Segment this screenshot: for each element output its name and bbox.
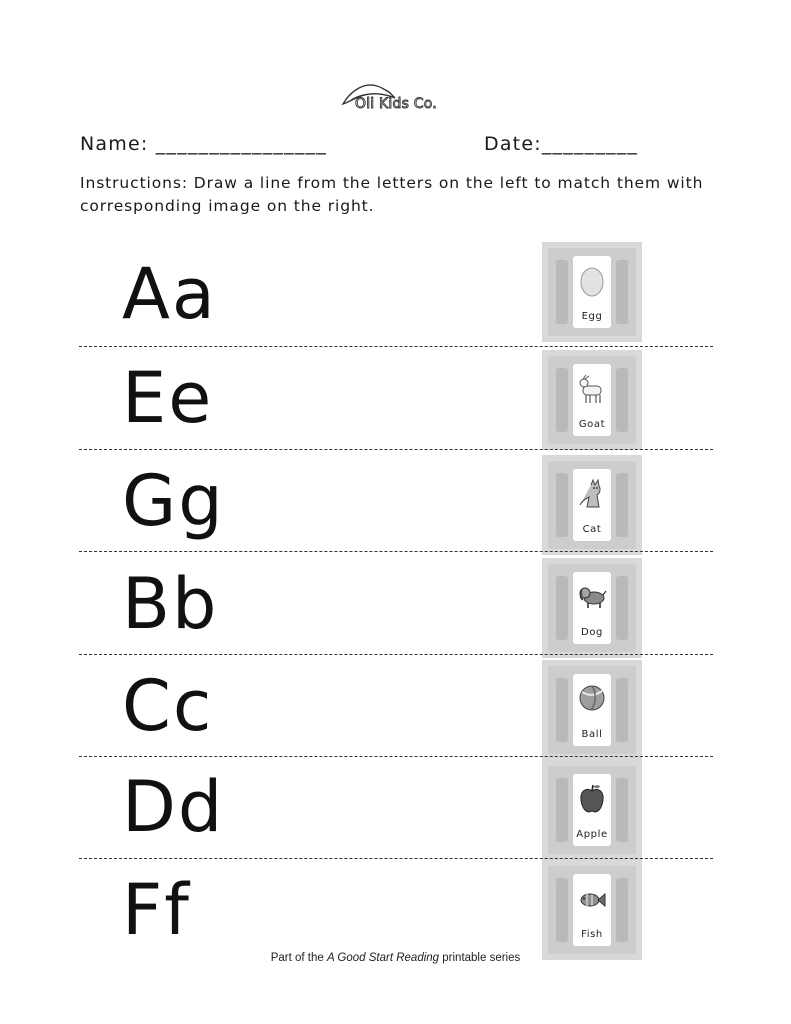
letter-label: Dd (122, 766, 225, 848)
match-row (0, 662, 791, 762)
match-row (0, 250, 791, 350)
letter-label: Ee (122, 357, 214, 439)
date-label: Date: (484, 133, 542, 155)
footer-suffix: printable series (439, 952, 521, 964)
apple-icon (577, 782, 607, 818)
match-row (0, 866, 791, 966)
picture-card (542, 860, 642, 960)
match-row (0, 763, 791, 863)
picture-label: Ball (581, 729, 603, 740)
row-divider (79, 449, 713, 450)
brand-name: Oli Kids Co. (355, 96, 437, 112)
picture-label: Apple (576, 829, 608, 840)
footer-series-title: A Good Start Reading (326, 952, 440, 964)
match-row (0, 354, 791, 454)
picture-card (542, 242, 642, 342)
picture-label: Egg (581, 311, 603, 322)
picture-label: Goat (578, 419, 606, 430)
name-field (80, 133, 327, 155)
name-blank: ________________ (155, 133, 327, 155)
row-divider (79, 858, 713, 859)
match-row (0, 457, 791, 557)
match-row (0, 560, 791, 660)
picture-card (542, 760, 642, 860)
letter-label: Ff (122, 869, 191, 951)
footer-prefix: Part of the (270, 952, 327, 964)
picture-card (542, 350, 642, 450)
picture-card (542, 558, 642, 658)
picture-label: Dog (581, 627, 603, 638)
row-divider (79, 654, 713, 655)
goat-icon (577, 372, 607, 408)
letter-label: Cc (122, 665, 214, 747)
picture-label: Cat (582, 524, 602, 535)
footer-credit (0, 952, 791, 964)
date-field (484, 133, 638, 155)
row-divider (79, 346, 713, 347)
name-label: Name: (80, 133, 149, 155)
letter-label: Gg (122, 460, 225, 542)
picture-label: Fish (581, 929, 603, 940)
picture-card (542, 660, 642, 760)
fish-icon (577, 882, 607, 918)
row-divider (79, 551, 713, 552)
brand-logo (337, 78, 457, 118)
egg-icon (577, 264, 607, 300)
picture-card (542, 455, 642, 555)
row-divider (79, 756, 713, 757)
date-blank: _________ (541, 133, 639, 155)
letter-label: Bb (122, 563, 219, 645)
instructions-text: Instructions: Draw a line from the letters on the left to match them with corresponding image on the right. (80, 174, 704, 215)
letter-label: Aa (122, 253, 217, 335)
cat-icon (577, 477, 607, 513)
dog-icon (577, 580, 607, 616)
ball-icon (577, 682, 607, 718)
